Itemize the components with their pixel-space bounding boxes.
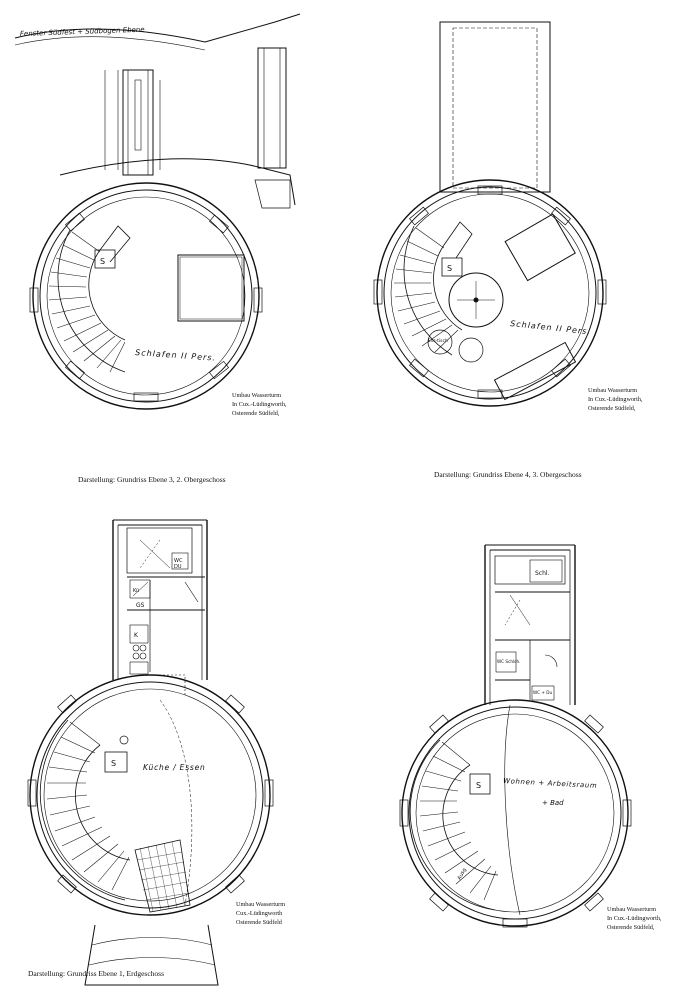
plan3-project-line-1: Umbau Wasserturm [236,901,286,908]
plan4-stair-mark: S [476,781,482,790]
plan2-project-line-1: Umbau Wasserturm [588,387,638,394]
plan3-label-ku: Kü [133,588,140,594]
plan1-header-note: Fenster Südfest + Südbogen Ebene [19,25,145,38]
plan1-room-label: Schlafen II Pers. [134,348,217,363]
plan4-project-line-3: Osterende Südfeld, [607,924,655,931]
plan2-room-label: Schlafen II Pers. [509,319,592,337]
plan2-caption: Darstellung: Grundriss Ebene 4, 3. Obergeschoss [434,470,582,479]
plan3-stair-mark: S [111,759,117,768]
plan-ebene2 [400,545,631,927]
plan4-label-ausg: Ausg [456,867,468,881]
plan1-project-line-1: Umbau Wasserturm [232,392,282,399]
plan3-room-label: Küche / Essen [143,763,206,772]
plan1-stair-mark: S [100,257,106,266]
plan3-label-gs: GS [136,602,145,609]
plan4-project-line-2: In Cux.-Lüdingworth, [607,915,662,922]
plan1-caption: Darstellung: Grundriss Ebene 3, 2. Obergeschoss [78,475,226,484]
plan4-label-wc-schl: WC Schlch. [497,659,521,664]
plan4-project-line-1: Umbau Wasserturm [607,906,657,913]
plan2-project-line-2: In Cux.-Lüdingworth, [588,396,643,403]
plan2-table-label: Ess-tisch [428,339,448,344]
plan-ebene4 [374,22,606,406]
plan4-sub-label: + Bad [542,799,564,807]
plan1-project-line-3: Osterende Südfeld, [232,410,280,417]
plan3-project-line-3: Osterende Südfeld [236,919,282,926]
plan3-label-k: K [134,632,138,639]
plan3-label-du: DU [174,564,182,570]
plan4-room-label: Wohnen + Arbeitsraum [502,777,598,790]
plan2-stair-mark: S [447,264,453,273]
plan1-project-line-2: In Cux.-Lüdingworth, [232,401,287,408]
plan3-project-line-2: Cux.-Lüdingworth [236,910,283,917]
plan4-label-schl: Schl. [535,570,550,577]
plan3-caption: Darstellung: Grundriss Ebene 1, Erdgeschoss [28,969,165,978]
plan4-label-wc-du: WC + Du [533,690,553,695]
plan2-project-line-3: Osterende Südfeld, [588,405,636,412]
plan3-label-wc: WC [174,558,183,564]
